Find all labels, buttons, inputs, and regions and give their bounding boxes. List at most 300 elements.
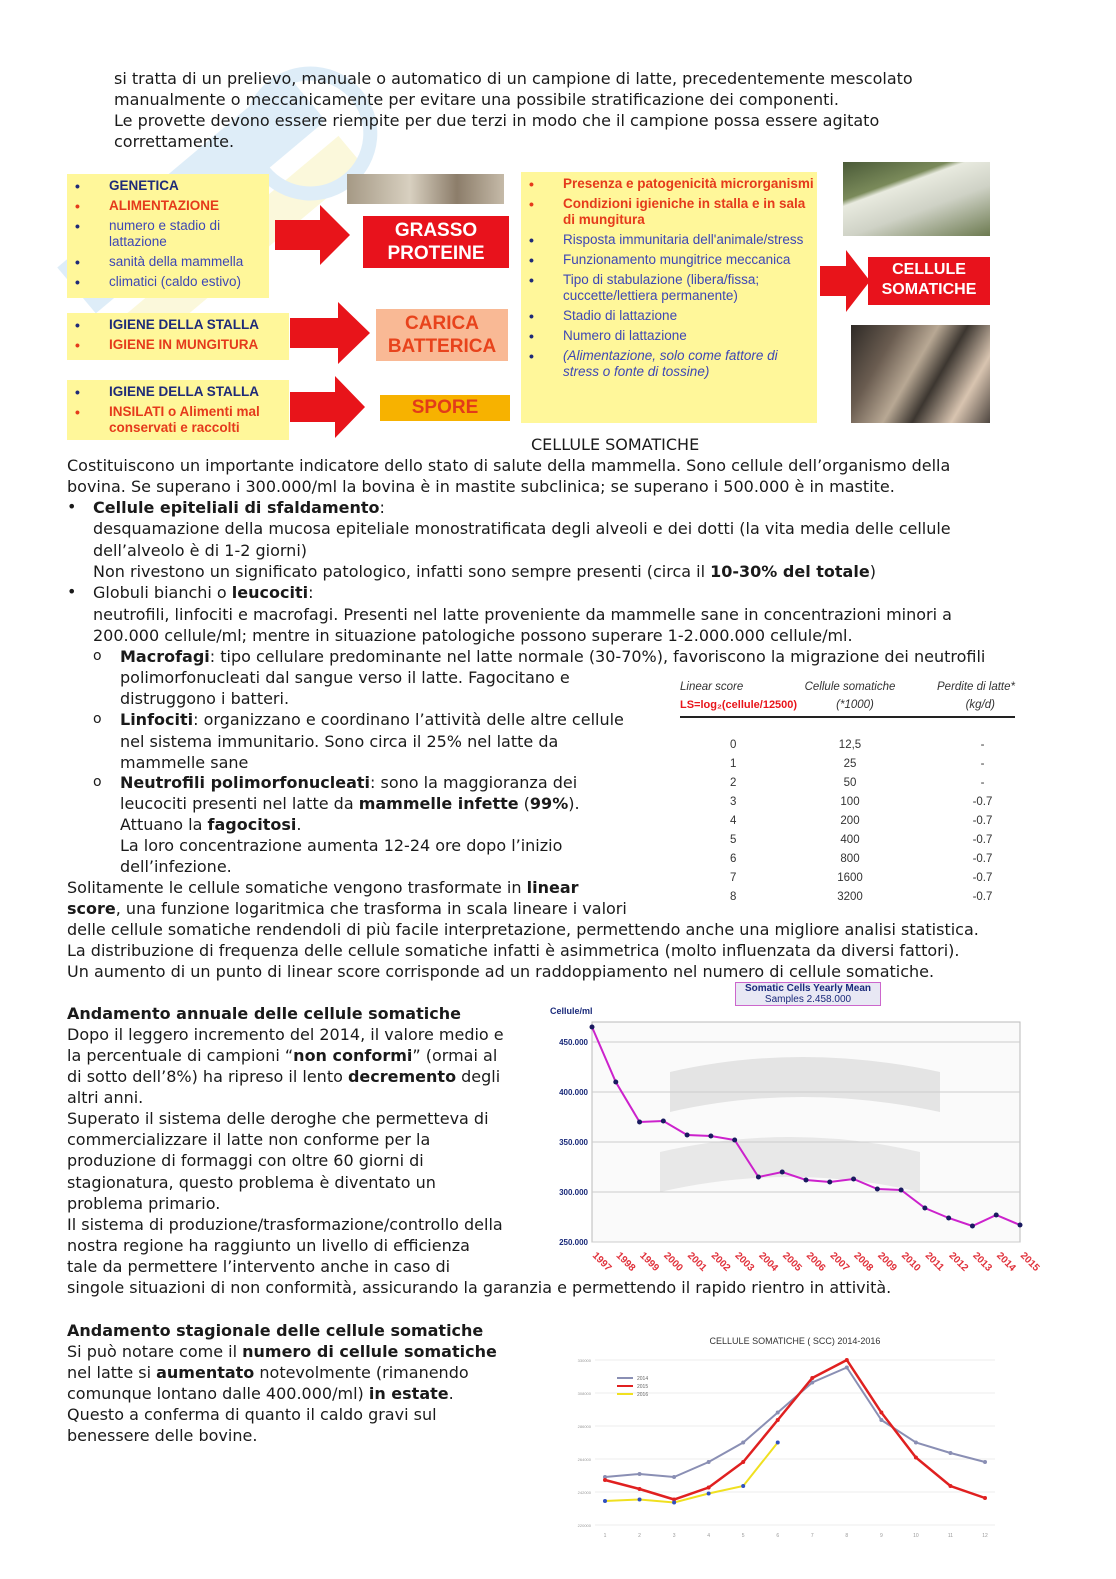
- table-cell: -0.7: [972, 872, 993, 884]
- table-cell: -0.7: [972, 796, 993, 808]
- data-point: [946, 1216, 951, 1221]
- bullet-icon: •: [67, 582, 77, 601]
- text-bold: mammelle infette: [358, 794, 519, 813]
- paragraph-line: neutrofili, linfociti e macrofagi. Presenti nel latte proveniente da mammelle sane in concentrazioni minori a: [93, 605, 952, 624]
- sub-bullet-icon: o: [93, 711, 102, 727]
- output-somatic-cells: [868, 257, 990, 305]
- factor-label: numero e stadio di lattazione: [109, 218, 221, 249]
- data-point: [756, 1175, 761, 1180]
- y-tick-label: 250.000: [559, 1238, 588, 1247]
- paragraph-line: commercializzare il latte non conforme per la: [67, 1130, 431, 1149]
- factor-label: Condizioni igieniche in stalla e in sala di mungitura: [563, 196, 806, 227]
- paragraph-line: distruggono i batteri.: [120, 689, 290, 708]
- output-somatic-l2: SOMATICHE: [881, 281, 977, 298]
- bullet-icon: •: [529, 348, 534, 364]
- output-protein-label: PROTEINE: [387, 243, 485, 264]
- factor-item: [73, 337, 289, 353]
- text-bold: in estate: [368, 1384, 449, 1403]
- table-cell: 1600: [837, 872, 863, 884]
- paragraph-line: [67, 1341, 497, 1362]
- x-tick-label: 2013: [970, 1250, 994, 1274]
- data-point: [948, 1451, 952, 1455]
- text-span: la percentuale di campioni “: [67, 1046, 294, 1065]
- factor-item: [73, 404, 289, 436]
- table-cell: 50: [843, 777, 857, 789]
- bullet-epithelial-title: Cellule epiteliali di sfaldamento: [93, 498, 380, 517]
- factor-label: Funzionamento mungitrice meccanica: [563, 252, 791, 267]
- data-point: [672, 1475, 676, 1479]
- data-point: [922, 1206, 927, 1211]
- paragraph-line: nostra regione ha raggiunto un livello di efficienza: [67, 1236, 470, 1255]
- text-span: comunque lontano dalle 400.000/ml): [67, 1384, 369, 1403]
- x-tick-label: 5: [741, 1533, 745, 1539]
- bullet-icon: •: [529, 328, 534, 344]
- paragraph-line: dell’alveolo è di 1-2 giorni): [93, 541, 307, 560]
- table-row: [680, 793, 1015, 812]
- data-point: [970, 1224, 975, 1229]
- paragraph-line: stagionatura, questo problema è diventato un: [67, 1173, 436, 1192]
- text-span: .: [296, 815, 302, 834]
- factor-item: [73, 178, 269, 194]
- legend-label: 2016: [637, 1392, 649, 1398]
- factors-box-composition: [67, 174, 269, 298]
- output-fat-label: GRASSO: [394, 220, 478, 241]
- text-bold: non conformi: [293, 1046, 413, 1065]
- table-cell: -0.7: [972, 891, 993, 903]
- factor-item: [527, 196, 817, 228]
- table-header: Linear score: [680, 681, 744, 693]
- table-divider: [680, 716, 1015, 736]
- table-cell: 800: [840, 853, 860, 865]
- paragraph-line: [120, 814, 301, 835]
- y-tick-label: 350.000: [559, 1138, 588, 1147]
- data-point: [983, 1496, 987, 1500]
- data-point: [851, 1177, 856, 1182]
- data-point: [732, 1138, 737, 1143]
- factor-item: [73, 218, 269, 250]
- paragraph-line: Superato il sistema delle deroghe che permetteva di: [67, 1109, 489, 1128]
- factor-label: Stadio di lattazione: [563, 308, 678, 323]
- table-cell: 100: [840, 796, 860, 808]
- paragraph-line: La loro concentrazione aumenta 12-24 ore dopo l’inizio: [120, 836, 563, 855]
- x-tick-label: 2008: [851, 1250, 875, 1274]
- x-tick-label: 6: [776, 1533, 780, 1539]
- table-cell: 12,5: [838, 739, 862, 751]
- factor-item: [73, 317, 289, 333]
- text-bold: leucociti: [231, 583, 309, 602]
- data-point: [613, 1080, 618, 1085]
- legend-label: 2014: [637, 1376, 649, 1382]
- table-row: [680, 755, 1015, 774]
- section-title: CELLULE SOMATICHE: [531, 435, 700, 454]
- x-tick-label: 2003: [732, 1250, 757, 1274]
- seasonal-somatic-cells-chart: [555, 1330, 1005, 1545]
- text-span: nel latte si: [67, 1363, 157, 1382]
- x-tick-label: 1997: [589, 1250, 614, 1274]
- table-cell: -: [980, 739, 985, 751]
- factor-label: IGIENE IN MUNGITURA: [109, 337, 259, 352]
- paragraph-line: Il sistema di produzione/trasformazione/controllo della: [67, 1215, 503, 1234]
- y-axis-label: Cellule/ml: [550, 1006, 593, 1016]
- data-point: [983, 1460, 987, 1464]
- photo-milk-sample: [347, 174, 504, 204]
- data-point: [879, 1411, 883, 1415]
- x-tick-label: 1: [603, 1533, 607, 1539]
- y-tick-label: 220000: [577, 1523, 591, 1528]
- text-span: ): [869, 562, 876, 581]
- bullet-icon: •: [75, 337, 80, 353]
- data-point: [899, 1188, 904, 1193]
- output-bacterial-l2: BATTERICA: [387, 336, 497, 357]
- x-tick-label: 12: [982, 1533, 988, 1539]
- text-span: degli: [456, 1067, 501, 1086]
- bullet-icon: •: [75, 178, 80, 194]
- factor-item: [73, 254, 269, 270]
- factor-label: Presenza e patogenicità microrganismi: [563, 176, 814, 191]
- text-span: Non rivestono un significato patologico, infatti sono sempre presenti (circa il: [93, 562, 711, 581]
- data-point: [708, 1134, 713, 1139]
- bullet-icon: •: [75, 218, 80, 234]
- data-point: [603, 1499, 607, 1503]
- paragraph-line: singole situazioni di non conformità, assicurando la garanzia e permettendo il rapido rientro in attività.: [67, 1278, 892, 1297]
- bullet-icon: •: [529, 232, 534, 248]
- paragraph-line: Costituiscono un importante indicatore dello stato di salute della mammella. Sono cellule dell’organismo della: [67, 456, 951, 475]
- table-cell: -: [980, 758, 985, 770]
- table-row: [680, 831, 1015, 850]
- paragraph-line: 200.000 cellule/ml; mentre in situazione patologiche possono superare 1-2.000.000 cellule/ml.: [93, 626, 853, 645]
- data-point: [741, 1460, 745, 1464]
- sub-bullet-neutrophils: [120, 772, 577, 793]
- data-point: [590, 1025, 595, 1030]
- factor-item: [527, 348, 817, 380]
- text-span: Si può notare come il: [67, 1342, 243, 1361]
- text-bold: linear: [526, 878, 579, 897]
- paragraph-line: [67, 1383, 454, 1404]
- annual-somatic-cells-chart: [540, 1002, 1042, 1282]
- text-span: notevolmente (rimanendo: [254, 1363, 469, 1382]
- y-tick-label: 264000: [577, 1457, 591, 1462]
- data-point: [994, 1213, 999, 1218]
- data-point: [1018, 1223, 1023, 1228]
- data-point: [948, 1484, 952, 1488]
- factor-label: IGIENE DELLA STALLA: [109, 384, 259, 399]
- factor-label: GENETICA: [109, 178, 179, 193]
- text-span: : sono la maggioranza dei: [370, 773, 578, 792]
- factor-item: [527, 308, 817, 324]
- paragraph-line: Questo a conferma di quanto il caldo gravi sul: [67, 1405, 437, 1424]
- text-span: (: [518, 794, 530, 813]
- table-cell: 1: [730, 758, 737, 770]
- table-cell: 8: [730, 891, 737, 903]
- text-span: di sotto dell’8%) ha ripreso il lento: [67, 1067, 348, 1086]
- paragraph-line: benessere delle bovine.: [67, 1426, 258, 1445]
- data-point: [776, 1411, 780, 1415]
- factor-item: [73, 384, 289, 400]
- data-point: [637, 1120, 642, 1125]
- factor-item: [73, 198, 269, 214]
- paragraph-line: [67, 1362, 469, 1383]
- text-span: ” (ormai al: [412, 1046, 498, 1065]
- table-header: Cellule somatiche: [804, 681, 896, 693]
- x-tick-label: 2005: [780, 1250, 804, 1274]
- factor-label: INSILATI o Alimenti mal conservati e raccolti: [109, 404, 260, 435]
- factors-box-bacterial: [67, 313, 289, 360]
- sub-bullet-macrophages: [120, 646, 985, 667]
- table-cell: 7: [730, 872, 737, 884]
- x-tick-label: 11: [947, 1533, 954, 1539]
- linear-score-table: [680, 680, 1015, 907]
- x-tick-label: 8: [845, 1533, 849, 1539]
- data-point: [603, 1478, 607, 1482]
- text-span: leucociti presenti nel latte da: [120, 794, 359, 813]
- factor-label: Numero di lattazione: [563, 328, 687, 343]
- annual-title: Andamento annuale delle cellule somatiche: [67, 1004, 461, 1023]
- photo-milking-cows: [851, 325, 990, 423]
- data-point: [780, 1170, 785, 1175]
- intro-line-1: si tratta di un prelievo, manuale o automatico di un campione di latte, precedentemente mescolato: [114, 69, 913, 88]
- x-tick-label: 2015: [1017, 1250, 1042, 1274]
- factor-label: Risposta immunitaria dell'animale/stress: [563, 232, 804, 247]
- intro-line-4: correttamente.: [114, 132, 235, 151]
- factor-label: Tipo di stabulazione (libera/fissa; cuccette/lettiera permanente): [563, 272, 760, 303]
- arrow-icon: [275, 205, 350, 265]
- x-tick-label: 10: [913, 1533, 919, 1539]
- paragraph-line: La distribuzione di frequenza delle cellule somatiche infatti è asimmetrica (molto influenzata da diversi fattori).: [67, 941, 960, 960]
- y-tick-label: 330000: [577, 1358, 591, 1363]
- bullet-epithelial-heading: [93, 497, 385, 518]
- data-point: [638, 1498, 642, 1502]
- series-line: [605, 1360, 985, 1500]
- x-tick-label: 2000: [661, 1250, 685, 1274]
- x-tick-label: 2014: [994, 1250, 1018, 1274]
- seasonal-title: Andamento stagionale delle cellule somatiche: [67, 1321, 484, 1340]
- table-cell: 2: [730, 777, 737, 789]
- paragraph-line: polimorfonucleati dal sangue verso il latte. Fagocitano e: [120, 668, 570, 687]
- paragraph-line: mammelle sane: [120, 753, 249, 772]
- text-bold: 10-30% del totale: [710, 562, 870, 581]
- bullet-icon: •: [529, 176, 534, 192]
- linear-score-formula: LS=log₂(cellule/12500): [680, 699, 798, 711]
- intro-line-3: Le provette devono essere riempite per due terzi in modo che il campione possa essere agitato: [114, 111, 880, 130]
- output-spores: [380, 395, 510, 421]
- text-bold: aumentato: [156, 1363, 255, 1382]
- factor-item: [527, 176, 817, 192]
- text-span: ).: [568, 794, 580, 813]
- factor-label: sanità della mammella: [109, 254, 244, 269]
- y-tick-label: 242000: [577, 1490, 591, 1495]
- factor-label: IGIENE DELLA STALLA: [109, 317, 259, 332]
- data-point: [661, 1119, 666, 1124]
- data-point: [672, 1501, 676, 1505]
- table-row: [680, 812, 1015, 831]
- arrow-icon: [290, 376, 365, 438]
- paragraph-line: [93, 561, 876, 582]
- table-cell: 4: [730, 815, 737, 827]
- series-line: [605, 1368, 985, 1478]
- data-point: [776, 1418, 780, 1422]
- bullet-icon: •: [75, 254, 80, 270]
- paragraph-line: tale da permettere l’intervento anche in caso di: [67, 1257, 451, 1276]
- data-point: [914, 1441, 918, 1445]
- table-cell: -0.7: [972, 834, 993, 846]
- intro-line-2: manualmente o meccanicamente per evitare una possibile stratificazione dei componenti.: [114, 90, 839, 109]
- photo-milking-parlor: [843, 162, 990, 236]
- table-row: [680, 869, 1015, 888]
- x-tick-label: 2010: [898, 1250, 923, 1274]
- data-point: [638, 1487, 642, 1491]
- data-point: [827, 1180, 832, 1185]
- paragraph-line: [120, 793, 580, 814]
- table-row: [680, 774, 1015, 793]
- text-bold: decremento: [347, 1067, 457, 1086]
- bullet-icon: •: [529, 308, 534, 324]
- data-point: [879, 1418, 883, 1422]
- bullet-icon: •: [75, 198, 80, 214]
- table-cell: 3200: [837, 891, 863, 903]
- factors-box-somatic: [521, 172, 817, 423]
- paragraph-line: altri anni.: [67, 1088, 144, 1107]
- table-header: Perdite di latte*: [937, 681, 1015, 693]
- paragraph-line: delle cellule somatiche rendendoli di più facile interpretazione, permettendo anche una migliore analisi statistica.: [67, 920, 979, 939]
- paragraph-line: nel sistema immunitario. Sono circa il 25% nel latte da: [120, 732, 559, 751]
- factor-item: [527, 272, 817, 304]
- paragraph-line: Un aumento di un punto di linear score corrisponde ad un raddoppiamento nel numero di cellule somatiche.: [67, 962, 935, 981]
- x-tick-label: 2011: [922, 1250, 946, 1274]
- text-span: .: [448, 1384, 454, 1403]
- output-bacterial-load: [376, 309, 508, 361]
- sub-bullet-lymphocytes: [120, 709, 624, 730]
- factor-item: [73, 274, 269, 290]
- data-point: [810, 1376, 814, 1380]
- paragraph-line: Dopo il leggero incremento del 2014, il valore medio e: [67, 1025, 504, 1044]
- x-tick-label: 2001: [684, 1250, 709, 1274]
- legend-label: 2015: [637, 1384, 649, 1390]
- data-point: [776, 1441, 780, 1445]
- x-tick-label: 2006: [803, 1250, 828, 1274]
- text-bold: Macrofagi: [120, 647, 210, 666]
- bullet-icon: •: [75, 404, 80, 420]
- table-row: [680, 888, 1015, 907]
- output-fat-protein: [363, 216, 509, 268]
- x-tick-label: 2007: [827, 1250, 852, 1274]
- x-tick-label: 2012: [946, 1250, 971, 1274]
- paragraph-line: dell’infezione.: [120, 857, 232, 876]
- text-span: Globuli bianchi o: [93, 583, 232, 602]
- data-point: [707, 1492, 711, 1496]
- data-point: [875, 1187, 880, 1192]
- output-somatic-l1: CELLULE: [892, 261, 966, 278]
- paragraph-line: produzione di formaggi con oltre 60 giorni di: [67, 1151, 424, 1170]
- chart-title: CELLULE SOMATICHE ( SCC) 2014-2016: [709, 1336, 881, 1346]
- table-cell: 6: [730, 853, 737, 865]
- plot-area: [592, 1022, 1020, 1242]
- text-bold: 99%: [529, 794, 569, 813]
- factors-box-spores: [67, 380, 289, 440]
- factor-label: climatici (caldo estivo): [109, 274, 242, 289]
- y-tick-label: 300.000: [559, 1188, 588, 1197]
- sub-bullet-icon: o: [93, 648, 102, 664]
- x-tick-label: 2004: [756, 1250, 780, 1274]
- x-tick-label: 1999: [637, 1250, 661, 1274]
- text-span: Attuano la: [120, 815, 208, 834]
- bullet-icon: •: [75, 317, 80, 333]
- x-tick-label: 2: [638, 1533, 641, 1539]
- x-tick-label: 1998: [613, 1250, 638, 1274]
- bullet-icon: •: [529, 252, 534, 268]
- factor-label: (Alimentazione, solo come fattore di stress o fonte di tossine): [563, 348, 778, 379]
- factor-item: [527, 252, 817, 268]
- text-bold: fagocitosi: [207, 815, 297, 834]
- chart-title: Somatic Cells Yearly Mean: [745, 983, 871, 994]
- x-tick-label: 3: [672, 1533, 676, 1539]
- y-tick-label: 450.000: [559, 1038, 588, 1047]
- output-spores-label: SPORE: [411, 397, 479, 418]
- table-cell: 3: [730, 796, 737, 808]
- bullet-icon: •: [67, 497, 77, 516]
- table-cell: 400: [840, 834, 860, 846]
- table-row: [680, 850, 1015, 869]
- table-row: [680, 736, 1015, 755]
- x-tick-label: 2009: [875, 1250, 899, 1274]
- table-cell: 25: [843, 758, 857, 770]
- bullet-colon: :: [379, 498, 385, 517]
- paragraph-line: [67, 898, 627, 919]
- table-cell: 0: [730, 739, 737, 751]
- text-span: , una funzione logaritmica che trasforma in scala lineare i valori: [115, 899, 627, 918]
- table-cell: -0.7: [972, 853, 993, 865]
- data-point: [804, 1178, 809, 1183]
- x-tick-label: 2002: [708, 1250, 733, 1274]
- text-bold: Linfociti: [120, 710, 194, 729]
- paragraph-line: problema primario.: [67, 1194, 221, 1213]
- y-tick-label: 400.000: [559, 1088, 588, 1097]
- x-tick-label: 9: [879, 1533, 883, 1539]
- paragraph-line: [67, 1066, 500, 1087]
- factor-item: [527, 328, 817, 344]
- paragraph-line: [67, 877, 579, 898]
- text-span: :: [308, 583, 314, 602]
- text-span: : organizzano e coordinano l’attività delle altre cellule: [193, 710, 624, 729]
- paragraph-line: [67, 1045, 497, 1066]
- bullet-icon: •: [529, 272, 534, 288]
- table-unit: (kg/d): [965, 699, 995, 711]
- data-point: [914, 1456, 918, 1460]
- bullet-icon: •: [529, 196, 534, 212]
- bullet-leukocytes-heading: [93, 582, 314, 603]
- text-bold: Neutrofili polimorfonucleati: [120, 773, 371, 792]
- factor-label: ALIMENTAZIONE: [109, 198, 219, 213]
- data-point: [638, 1472, 642, 1476]
- y-tick-label: 286000: [577, 1424, 591, 1429]
- factor-item: [527, 232, 817, 248]
- table-cell: -: [980, 777, 985, 789]
- data-point: [741, 1484, 745, 1488]
- table-cell: -0.7: [972, 815, 993, 827]
- text-span: Solitamente le cellule somatiche vengono trasformate in: [67, 878, 527, 897]
- x-tick-label: 4: [707, 1533, 711, 1539]
- text-bold: numero di cellule somatiche: [242, 1342, 497, 1361]
- paragraph-line: desquamazione della mucosa epiteliale monostratificata degli alveoli e dei dotti (la vita media delle cellule: [93, 519, 951, 538]
- sub-bullet-icon: o: [93, 774, 102, 790]
- data-point: [741, 1441, 745, 1445]
- table-cell: 200: [840, 815, 860, 827]
- chart-subtitle: Samples 2.458.000: [764, 994, 852, 1005]
- table-cell: 5: [730, 834, 737, 846]
- paragraph-line: bovina. Se superano i 300.000/ml la bovina è in mastite subclinica; se superano i 500.000 è in mastite.: [67, 477, 895, 496]
- data-point: [845, 1358, 849, 1362]
- arrow-icon: [820, 250, 870, 312]
- text-bold: score: [67, 899, 116, 918]
